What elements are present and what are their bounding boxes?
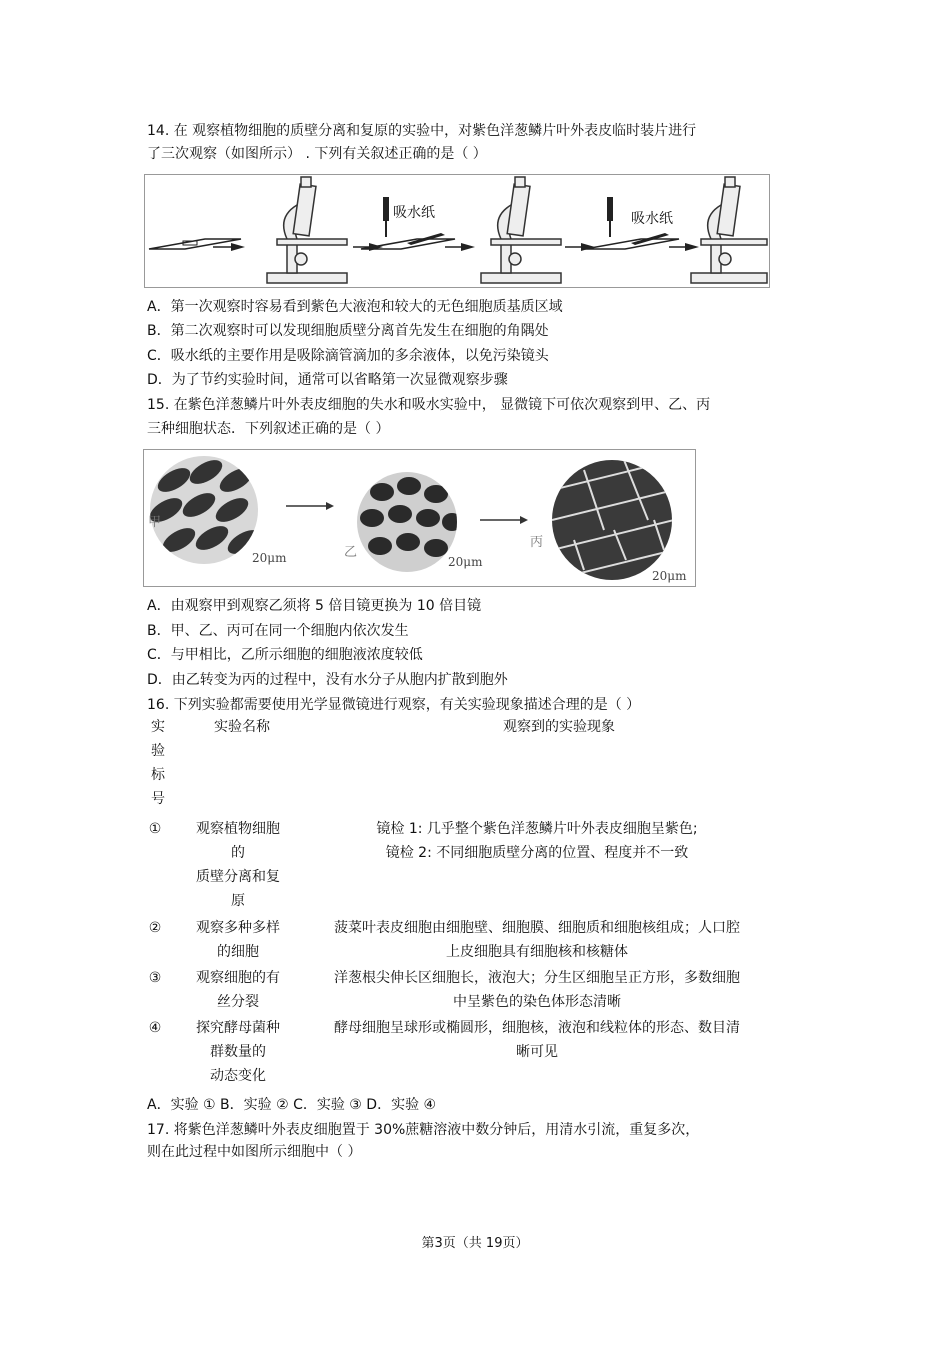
cell-label-jia: 甲 [148,515,162,530]
table-row-3-phenomenon: 洋葱根尖伸长区细胞长，液泡大；分生区细胞呈正方形，多数细胞 中呈紫色的染色体形态清晰 [334,970,740,1010]
q14-option-d: D．为了节约实验时间，通常可以省略第一次显微观察步骤 [147,372,508,388]
table-header-name: 实验名称 [214,719,270,735]
q14-option-a: A．第一次观察时容易看到紫色大液泡和较大的无色细胞质基质区域 [147,299,563,315]
q15-stem-line1: 15. 在紫色洋葱鳞片叶外表皮细胞的失水和吸水实验中， 显微镜下可依次观察到甲、乙、丙 [147,397,711,413]
table-row-1-name: 观察植物细胞 的 质壁分离和复 原 [196,821,280,909]
q17-stem-line2: 则在此过程中如图所示细胞中（ ） [147,1144,362,1160]
q15-cell-figure [143,449,696,587]
q15-option-b: B．甲、乙、丙可在同一个细胞内依次发生 [147,623,409,639]
q15-option-a: A．由观察甲到观察乙须将 5 倍目镜更换为 10 倍目镜 [147,598,482,614]
q17-stem-line1: 17. 将紫色洋葱鳞叶外表皮细胞置于 30%蔗糖溶液中数分钟后，用清水引流，重复多次， [147,1122,700,1138]
cell-label-yi: 乙 [344,545,358,560]
table-row-1-phenomenon: 镜检 1: 几乎整个紫色洋葱鳞片叶外表皮细胞呈紫色; 镜检 2: 不同细胞质壁分离的位置、程度并不一致 [376,821,698,861]
q15-stem-line2: 三种细胞状态．下列叙述正确的是（ ） [147,421,390,437]
q14-microscope-figure [144,174,770,288]
blotting-paper-label-2: 吸水纸 [631,211,673,227]
q14-option-b: B．第二次观察时可以发现细胞质壁分离首先发生在细胞的角隅处 [147,323,549,339]
table-row-3-name: 观察细胞的有 丝分裂 [196,970,280,1010]
q16-stem: 16. 下列实验都需要使用光学显微镜进行观察，有关实验现象描述合理的是（ ） [147,697,641,713]
q14-stem-line2: 了三次观察（如图所示） . 下列有关叙述正确的是（ ） [147,146,487,162]
table-row-1-no: ① [148,821,162,837]
table-row-2-no: ② [148,920,162,936]
table-header-phenomenon: 观察到的实验现象 [503,719,615,735]
cell-label-bing: 丙 [530,535,544,550]
table-row-4-phenomenon: 酵母细胞呈球形或椭圆形，细胞核，液泡和线粒体的形态、数目清 晰可见 [334,1020,740,1060]
table-row-3-no: ③ [148,970,162,986]
scale-label-1: 20μm [252,551,287,565]
q16-options: A．实验 ① B．实验 ② C．实验 ③ D．实验 ④ [147,1097,437,1113]
scale-label-3: 20μm [652,569,687,583]
q15-option-d: D．由乙转变为丙的过程中，没有水分子从胞内扩散到胞外 [147,672,508,688]
q14-option-c: C．吸水纸的主要作用是吸除滴管滴加的多余液体，以免污染镜头 [147,348,549,364]
table-header-no: 实 验 标 号 [151,719,165,807]
table-row-2-phenomenon: 菠菜叶表皮细胞由细胞壁、细胞膜、细胞质和细胞核组成；人口腔 上皮细胞具有细胞核和核糖体 [334,920,740,960]
q14-stem-line1: 14. 在 观察植物细胞的质壁分离和复原的实验中，对紫色洋葱鳞片叶外表皮临时装片进行 [147,123,697,139]
blotting-paper-label-1: 吸水纸 [393,205,435,221]
table-row-4-name: 探究酵母菌种 群数量的 动态变化 [196,1020,280,1084]
scale-label-2: 20μm [448,555,483,569]
q15-option-c: C．与甲相比，乙所示细胞的细胞液浓度较低 [147,647,423,663]
table-row-4-no: ④ [148,1020,162,1036]
page-footer: 第3页（共 19页） [421,1236,529,1251]
table-row-2-name: 观察多种多样 的细胞 [196,920,280,960]
